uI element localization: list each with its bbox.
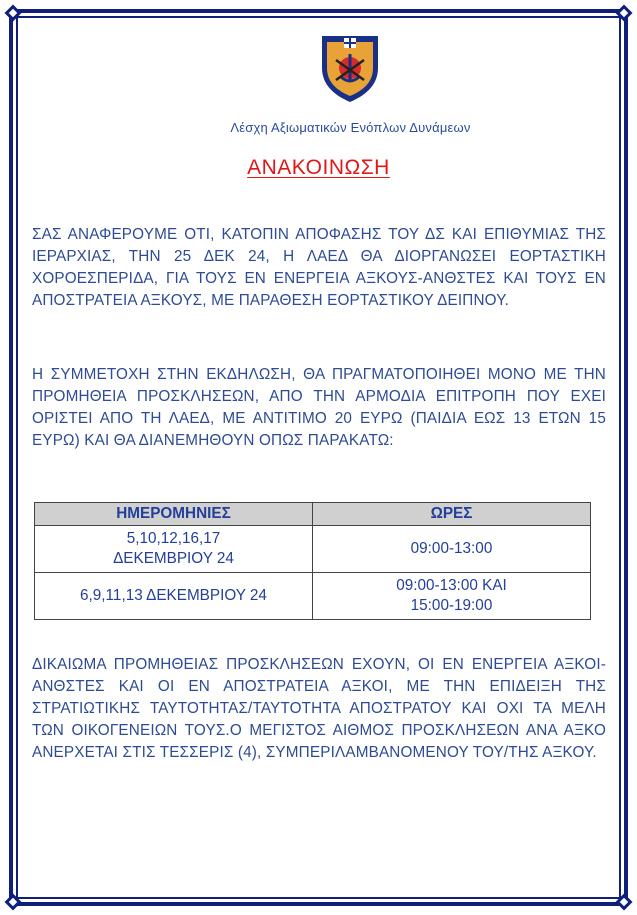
column-header-hours: ΩΡΕΣ <box>313 503 591 526</box>
announcement-title <box>0 156 637 180</box>
dates-line: ΔΕΚΕΜΒΡΙΟΥ 24 <box>113 550 234 567</box>
paragraph-participation: Η ΣΥΜΜΕΤΟΧΗ ΣΤΗΝ ΕΚΔΗΛΩΣΗ, ΘΑ ΠΡΑΓΜΑΤΟΠΟΙΗΘΕΙ ΜΟΝΟ ΜΕ ΤΗΝ ΠΡΟΜΗΘΕΙΑ ΠΡΟΣΚΛΗΣΕΩΝ, ΑΠΟ ΤΗΝ ΑΡΜΟΔΙΑ ΕΠΙΤΡΟΠΗ ΠΟΥ ΕΧΕΙ ΟΡΙΣΤΕΙ ΑΠΟ ΤΗ ΛΑΕΔ, ΜΕ ΑΝΤΙΤΙΜΟ 20 ΕΥΡΩ (ΠΑΙΔΙΑ ΕΩΣ 13 ΕΤΩΝ 15 ΕΥΡΩ) ΚΑΙ ΘΑ ΔΙΑΝΕΜΗΘΟΥΝ ΟΠΩΣ ΠΑΡΑΚΑΤΩ: <box>32 366 606 449</box>
paragraph-eligibility: ΔΙΚΑΙΩΜΑ ΠΡΟΜΗΘΕΙΑΣ ΠΡΟΣΚΛΗΣΕΩΝ ΕΧΟΥΝ, ΟΙ ΕΝ ΕΝΕΡΓΕΙΑ ΑΞΚΟΙ-ΑΝΘΣΤΕΣ ΚΑΙ ΟΙ ΕΝ ΑΠΟΣΤΡΑΤΕΙΑ ΑΞΚΟΙ, ΜΕ ΤΗΝ ΕΠΙΔΕΙΞΗ ΤΗΣ ΣΤΡΑΤΙΩΤΙΚΗΣ ΤΑΥΤΟΤΗΤΑΣ/ΤΑΥΤΟΤΗΤΑ ΑΠΟΣΤΡΑΤΟΥ ΚΑΙ ΟΧΙ ΤΑ ΜΕΛΗ ΤΩΝ ΟΙΚΟΓΕΝΕΙΩΝ ΤΟΥΣ.Ο ΜΕΓΙΣΤΟΣ ΑΙΘΜΟΣ ΠΡΟΣΚΛΗΣΕΩΝ ΑΝΑ ΑΞΚΟ ΑΝΕΡΧΕΤΑΙ ΣΤΙΣ ΤΕΣΣΕΡΙΣ (4), ΣΥΜΠΕΡΙΛΑΜΒΑΝΟΜΕΝΟΥ ΤΟΥ/ΤΗΣ ΑΞΚΟΥ. <box>32 656 606 761</box>
announcement-title-text: ΑΝΑΚΟΙΝΩΣΗ <box>247 156 390 179</box>
dates-line: 5,10,12,16,17 <box>126 530 221 547</box>
table-cell-hours <box>313 573 591 620</box>
table-cell-dates <box>35 526 313 573</box>
table-cell-dates <box>35 573 313 620</box>
hours-line: 09:00-13:00 <box>410 540 493 557</box>
table-header-row <box>35 503 591 526</box>
hours-line: 15:00-19:00 <box>410 597 493 614</box>
table-cell-hours <box>313 526 591 573</box>
column-header-dates: ΗΜΕΡΟΜΗΝΙΕΣ <box>35 503 313 526</box>
club-emblem-logo <box>318 32 382 104</box>
table-row <box>35 573 591 620</box>
page-frame-inner <box>16 16 621 899</box>
hours-line: 09:00-13:00 ΚΑΙ <box>396 577 507 594</box>
paragraph-intro: ΣΑΣ ΑΝΑΦΕΡΟΥΜΕ ΟΤΙ, ΚΑΤΟΠΙΝ ΑΠΟΦΑΣΗΣ ΤΟΥ ΔΣ ΚΑΙ ΕΠΙΘΥΜΙΑΣ ΤΗΣ ΙΕΡΑΡΧΙΑΣ, ΤΗΝ 25 ΔΕΚ 24, Η ΛΑΕΔ ΘΑ ΔΙΟΡΓΑΝΩΣΕΙ ΕΟΡΤΑΣΤΙΚΗ ΧΟΡΟΕΣΠΕΡΙΔΑ, ΓΙΑ ΤΟΥΣ ΕΝ ΕΝΕΡΓΕΙΑ ΑΞΚΟΥΣ-ΑΝΘΣΤΕΣ ΚΑΙ ΤΟΥΣ ΕΝ ΑΠΟΣΤΡΑΤΕΙΑ ΑΞΚΟΥΣ, ΜΕ ΠΑΡΑΘΕΣΗ ΕΟΡΤΑΣΤΙΚΟΥ ΔΕΙΠΝΟΥ. <box>32 226 606 309</box>
dates-line: 6,9,11,13 ΔΕΚΕΜΒΡΙΟΥ 24 <box>80 587 267 604</box>
table-row <box>35 526 591 573</box>
distribution-schedule-table <box>34 502 591 620</box>
organization-name: Λέσχη Αξιωματικών Ενόπλων Δυνάμεων <box>230 120 471 135</box>
